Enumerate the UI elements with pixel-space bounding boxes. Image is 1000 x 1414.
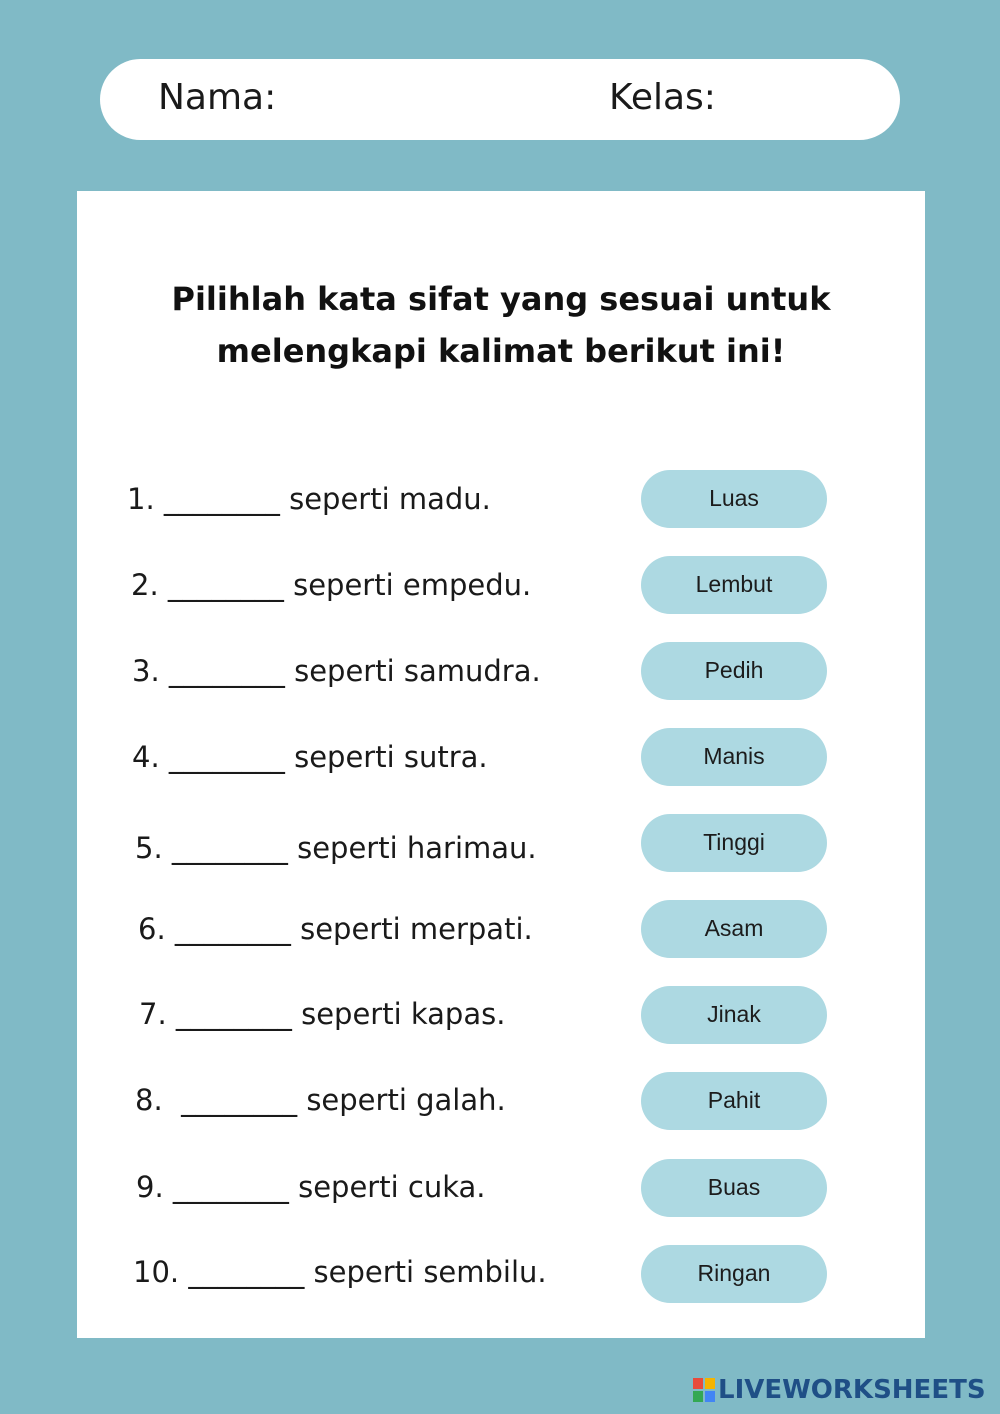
brand-name: LIVEWORKSHEETS [718,1375,986,1405]
liveworksheets-brand[interactable] [693,1374,986,1406]
question-8: 8. ________ seperti galah. [135,1083,506,1117]
question-6: 6. ________ seperti merpati. [138,912,533,946]
option-pedih[interactable]: Pedih [641,642,827,700]
worksheet-title [77,273,925,377]
question-1: 1. ________ seperti madu. [127,482,491,516]
option-manis[interactable]: Manis [641,728,827,786]
question-2: 2. ________ seperti empedu. [131,568,532,602]
name-label: Nama: [158,77,277,118]
worksheet-card [77,191,925,1338]
option-luas[interactable]: Luas [641,470,827,528]
option-buas[interactable]: Buas [641,1159,827,1217]
question-9: 9. ________ seperti cuka. [136,1170,486,1204]
question-10: 10. ________ seperti sembilu. [133,1255,547,1289]
option-jinak[interactable]: Jinak [641,986,827,1044]
question-5: 5. ________ seperti harimau. [135,831,537,865]
question-3: 3. ________ seperti samudra. [132,654,541,688]
title-line-2: melengkapi kalimat berikut ini! [216,332,786,370]
class-label: Kelas: [609,77,716,118]
question-7: 7. ________ seperti kapas. [139,997,506,1031]
option-lembut[interactable]: Lembut [641,556,827,614]
option-asam[interactable]: Asam [641,900,827,958]
question-4: 4. ________ seperti sutra. [132,740,488,774]
option-ringan[interactable]: Ringan [641,1245,827,1303]
option-tinggi[interactable]: Tinggi [641,814,827,872]
option-pahit[interactable]: Pahit [641,1072,827,1130]
title-line-1: Pilihlah kata sifat yang sesuai untuk [171,280,831,318]
liveworksheets-logo-icon [693,1378,715,1402]
student-info-bar [100,59,900,140]
